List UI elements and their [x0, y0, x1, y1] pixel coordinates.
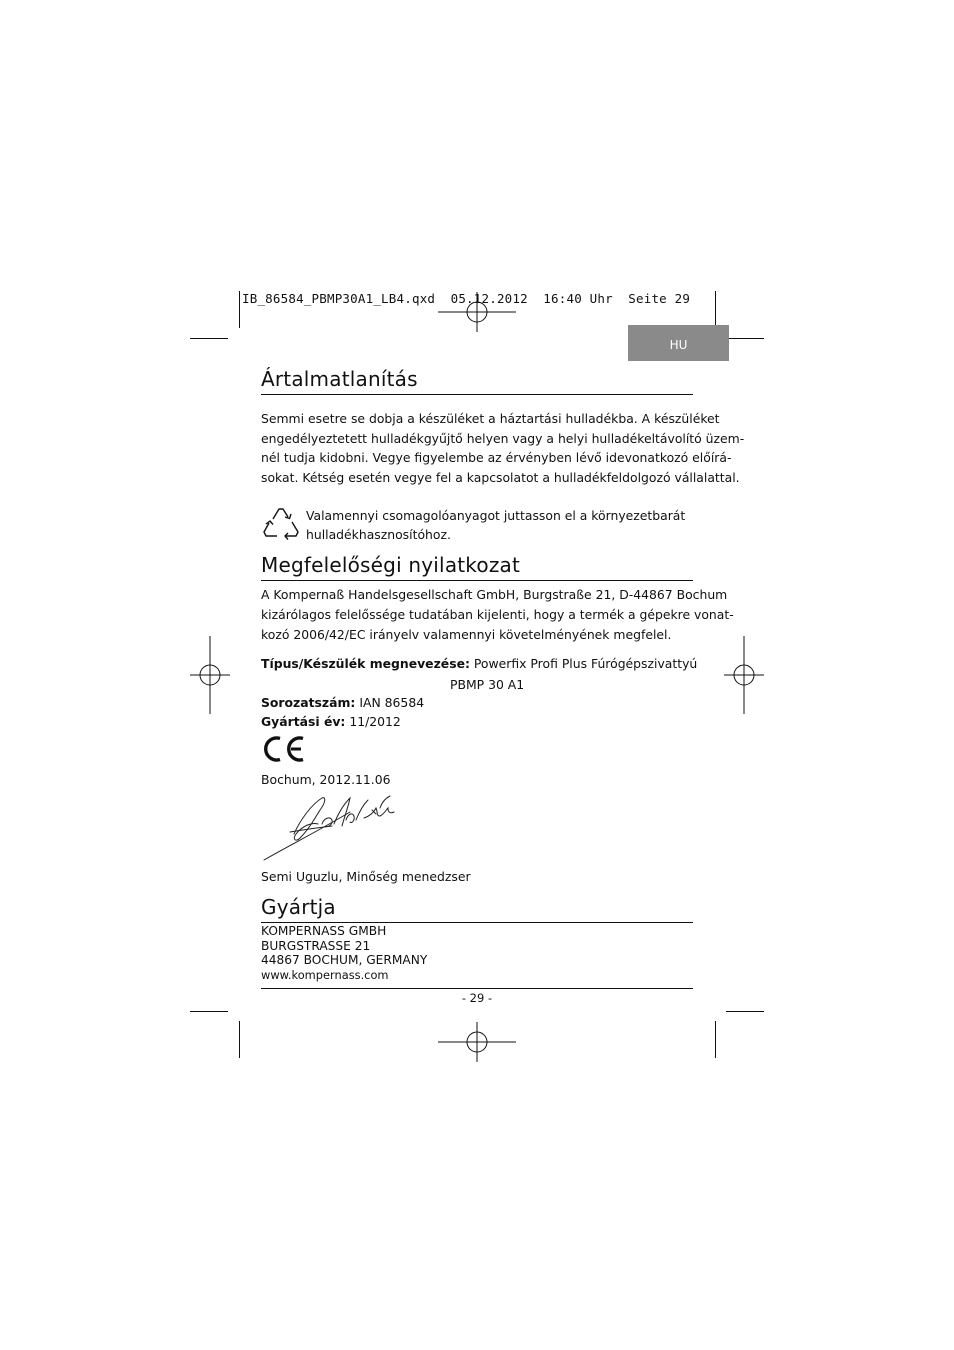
- serial-value: IAN 86584: [359, 695, 425, 710]
- crop-mark: [726, 338, 764, 339]
- recycle-note-line: hulladékhasznosítóhoz.: [306, 526, 451, 542]
- recycle-note-line: Valamennyi csomagolóanyagot juttasson el a környezetbarát: [306, 508, 686, 523]
- ce-mark-icon: [261, 732, 307, 770]
- paragraph-line: kizárólagos felelőssége tudatában kijelenti, hogy a termék a gépekre vonat-: [261, 607, 734, 622]
- address-line: KOMPERNASS GMBH: [261, 924, 387, 938]
- paragraph-line: engedélyeztetett hulladékgyűjtő helyen vagy a helyi hulladékeltávolító üzem-: [261, 430, 745, 446]
- website: www.kompernass.com: [261, 967, 389, 982]
- crop-mark: [715, 291, 716, 328]
- conformity-paragraph: [261, 585, 734, 645]
- language-tab: HU: [628, 325, 729, 361]
- conformity-heading: Megfelelőségi nyilatkozat: [261, 552, 693, 581]
- crop-mark: [190, 338, 228, 339]
- paragraph-line: nél tudja kidobni. Vegye figyelembe az érvényben lévő idevonatkozó előírá-: [261, 450, 732, 465]
- paragraph-line: sokat. Kétség esetén vegye fel a kapcsolatot a hulladékfeldolgozó vállalattal.: [261, 469, 740, 485]
- serial-label: Sorozatszám:: [261, 695, 356, 710]
- registration-mark-left: [190, 636, 230, 714]
- disposal-heading: Ártalmatlanítás: [261, 366, 693, 395]
- manufacturer-address: [261, 924, 693, 982]
- footer-rule: [261, 988, 693, 989]
- crop-mark: [715, 1021, 716, 1058]
- type-value-2: PBMP 30 A1: [450, 677, 525, 692]
- manufacturer-heading-block: [261, 894, 693, 923]
- type-label: Típus/Készülék megnevezése:: [261, 656, 470, 671]
- year-row: [261, 712, 401, 732]
- recycle-note: [306, 507, 696, 544]
- signature-image: [260, 790, 410, 868]
- place-date: Bochum, 2012.11.06: [261, 772, 391, 787]
- registration-mark-bottom: [438, 1022, 516, 1062]
- address-line: 44867 BOCHUM, GERMANY: [261, 953, 428, 967]
- conformity-heading-block: [261, 552, 693, 581]
- disposal-heading-block: [261, 366, 693, 395]
- year-label: Gyártási év:: [261, 714, 346, 729]
- paragraph-line: kozó 2006/42/EC irányelv valamennyi követelményének megfelel.: [261, 627, 672, 642]
- paragraph-line: Semmi esetre se dobja a készüléket a háztartási hulladékba. A készüléket: [261, 411, 720, 426]
- crop-mark: [190, 1011, 228, 1012]
- serial-row: [261, 693, 424, 713]
- type-row: [261, 654, 697, 674]
- address-line: BURGSTRASSE 21: [261, 938, 371, 953]
- paragraph-line: A Kompernaß Handelsgesellschaft GmbH, Burgstraße 21, D-44867 Bochum: [261, 587, 728, 602]
- manufacturer-heading: Gyártja: [261, 894, 693, 923]
- crop-mark: [239, 1021, 240, 1058]
- print-slug: IB_86584_PBMP30A1_LB4.qxd 05.12.2012 16:40 Uhr Seite 29: [242, 291, 691, 306]
- page-number: - 29 -: [461, 991, 493, 1005]
- signatory: Semi Uguzlu, Minőség menedzser: [261, 869, 471, 884]
- crop-mark: [726, 1011, 764, 1012]
- crop-mark: [239, 291, 240, 328]
- recycle-icon: [261, 505, 301, 547]
- registration-mark-right: [724, 636, 764, 714]
- type-value: Powerfix Profi Plus Fúrógépszivattyú: [473, 656, 698, 671]
- year-value: 11/2012: [349, 714, 401, 729]
- disposal-paragraph: [261, 409, 745, 487]
